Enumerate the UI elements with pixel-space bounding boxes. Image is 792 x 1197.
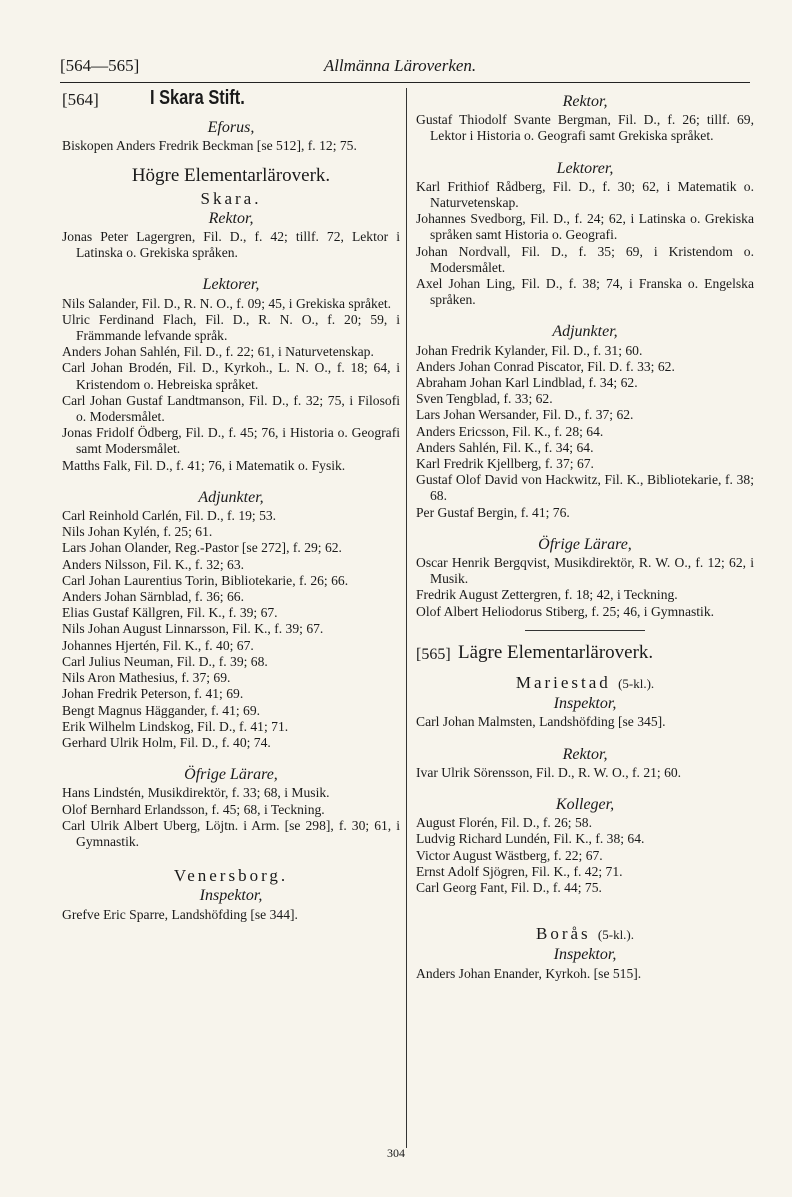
list-entry: Carl Julius Neuman, Fil. D., f. 39; 68. — [62, 653, 268, 669]
list-entry: Carl Johan Laurentius Torin, Bibliotekarie, f. 26; 66. — [62, 572, 349, 588]
school-heading: Högre Elementarläroverk. — [131, 165, 331, 187]
list-entry: Carl Johan Brodén, Fil. D., Kyrkoh., L. N. O., f. 18; 64, i Kristendom o. Hebreiska språket. — [62, 360, 400, 392]
section-rule — [525, 630, 645, 631]
list-entry: Olof Albert Heliodorus Stiberg, f. 25; 46, i Gymnastik. — [416, 603, 715, 619]
header-rule — [60, 82, 750, 83]
list-entry: Nils Aron Mathesius, f. 37; 69. — [62, 670, 231, 686]
list-entry: Sven Tengblad, f. 33; 62. — [416, 391, 553, 407]
boras-inspektor-list — [416, 966, 754, 982]
list-entry: Karl Fredrik Kjellberg, f. 37; 67. — [416, 456, 594, 472]
list-entry: Victor August Wästberg, f. 22; 67. — [416, 847, 603, 863]
list-entry: Elias Gustaf Källgren, Fil. K., f. 39; 67. — [62, 605, 278, 621]
lektorer-list — [416, 179, 754, 309]
rektor-list — [416, 112, 754, 144]
section2-heading — [416, 641, 754, 669]
eforus-list — [62, 138, 400, 154]
lektorer-heading: Lektorer, — [202, 276, 260, 294]
venersborg-inspektor-heading: Inspektor, — [199, 887, 263, 905]
section2-title: Lägre Elementarläroverk. — [458, 641, 654, 663]
list-entry: Anders Johan Conrad Piscator, Fil. D. f. 33; 62. — [416, 358, 675, 374]
adjunkter-heading: Adjunkter, — [552, 323, 618, 341]
list-entry: Carl Ulrik Albert Uberg, Löjtn. i Arm. [se 298], f. 30; 61, i Gymnastik. — [62, 817, 400, 849]
list-entry: Ludvig Richard Lundén, Fil. K., f. 38; 64. — [416, 831, 645, 847]
list-entry: Hans Lindstén, Musikdirektör, f. 33; 68, i Musik. — [62, 785, 330, 801]
rektor-list — [62, 229, 400, 261]
column-divider — [406, 88, 407, 1148]
lektorer-list — [62, 296, 400, 474]
list-entry: Axel Johan Ling, Fil. D., f. 38; 74, i Franska o. Engelska språken. — [416, 276, 754, 308]
section-title: I Skara Stift. — [150, 87, 245, 109]
list-entry: Carl Johan Gustaf Landtmanson, Fil. D., f. 32; 75, i Filosofi o. Modersmålet. — [62, 392, 400, 425]
list-entry: Fredrik August Zettergren, f. 18; 42, i Teckning. — [416, 587, 678, 603]
rektor-heading: Rektor, — [208, 209, 254, 227]
mariestad-rektor-heading: Rektor, — [562, 745, 608, 763]
list-entry: Oscar Henrik Bergqvist, Musikdirektör, R. W. O., f. 12; 62, i Musik. — [416, 555, 754, 587]
list-entry: Nils Johan Kylén, f. 25; 61. — [62, 524, 213, 540]
list-entry: Jonas Fridolf Ödberg, Fil. D., f. 45; 76, i Historia o. Geografi samt Modersmålet. — [62, 425, 400, 457]
list-entry: Anders Johan Enander, Kyrkoh. [se 515]. — [416, 965, 642, 981]
boras-heading — [416, 926, 754, 943]
boras-place: Borås — [535, 924, 591, 944]
left-column — [62, 87, 400, 923]
section2-number: [565] — [416, 645, 451, 663]
mariestad-inspektor-heading: Inspektor, — [553, 695, 617, 713]
section-heading — [62, 87, 400, 116]
page-number: 304 — [387, 1146, 405, 1160]
boras-classes: (5-kl.). — [597, 927, 635, 943]
right-column — [416, 90, 754, 982]
kolleger-list — [416, 815, 754, 896]
venersborg-inspektor-list — [62, 907, 400, 923]
list-entry: Johan Fredrik Peterson, f. 41; 69. — [62, 686, 244, 702]
boras-inspektor-heading: Inspektor, — [553, 946, 617, 964]
place-heading: Skara. — [200, 188, 262, 208]
ofrige-list — [62, 785, 400, 850]
list-entry: Johan Fredrik Kylander, Fil. D., f. 31; 60. — [416, 342, 643, 358]
ofrige-heading: Öfrige Lärare, — [184, 766, 278, 784]
list-entry: Carl Georg Fant, Fil. D., f. 44; 75. — [416, 879, 602, 895]
lektorer-heading: Lektorer, — [556, 159, 614, 177]
list-entry: Anders Johan Sahlén, Fil. D., f. 22; 61, i Naturvetenskap. — [62, 344, 374, 360]
kolleger-heading: Kolleger, — [555, 795, 615, 813]
list-entry: Carl Johan Malmsten, Landshöfding [se 345]. — [416, 714, 666, 730]
page-header — [60, 56, 740, 78]
list-entry: Bengt Magnus Häggander, f. 41; 69. — [62, 702, 261, 718]
mariestad-heading — [416, 672, 754, 692]
list-entry: Ulric Ferdinand Flach, Fil. D., R. N. O., f. 20; 59, i Främmande lefvande språk. — [62, 311, 400, 344]
list-entry: Matths Falk, Fil. D., f. 41; 76, i Matematik o. Fysik. — [62, 457, 346, 473]
list-entry: Lars Johan Wersander, Fil. D., f. 37; 62. — [416, 407, 634, 423]
ofrige-heading: Öfrige Lärare, — [538, 535, 632, 553]
venersborg-heading: Venersborg. — [173, 866, 289, 886]
list-entry: Anders Johan Särnblad, f. 36; 66. — [62, 589, 244, 605]
list-entry: Carl Reinhold Carlén, Fil. D., f. 19; 53. — [62, 508, 277, 524]
eforus-heading: Eforus, — [207, 119, 255, 136]
list-entry: Johannes Svedborg, Fil. D., f. 24; 62, i Latinska o. Grekiska språken samt Historia o. Geografi. — [416, 211, 754, 243]
mariestad-classes: (5-kl.). — [618, 675, 655, 691]
list-entry: Gerhard Ulrik Holm, Fil. D., f. 40; 74. — [62, 734, 271, 750]
header-page-range: [564—565] — [60, 56, 140, 75]
list-entry: Lars Johan Olander, Reg.-Pastor [se 272], f. 29; 62. — [62, 540, 342, 556]
rektor-heading: Rektor, — [562, 93, 608, 110]
list-entry: Anders Nilsson, Fil. K., f. 32; 63. — [62, 556, 245, 572]
list-entry: Olof Bernhard Erlandsson, f. 45; 68, i Teckning. — [62, 801, 325, 817]
list-entry: Karl Frithiof Rådberg, Fil. D., f. 30; 62, i Matematik o. Naturvetenskap. — [416, 178, 754, 211]
list-entry: Erik Wilhelm Lindskog, Fil. D., f. 41; 71. — [62, 718, 289, 734]
mariestad-rektor-list — [416, 765, 754, 781]
list-entry: Gustaf Olof David von Hackwitz, Fil. K., Bibliotekarie, f. 38; 68. — [416, 472, 754, 504]
section-number: [564] — [62, 90, 99, 109]
list-entry: Johannes Hjertén, Fil. K., f. 40; 67. — [62, 637, 254, 653]
list-entry: Biskopen Anders Fredrik Beckman [se 512], f. 12; 75. — [62, 138, 357, 154]
list-entry: August Florén, Fil. D., f. 26; 58. — [416, 815, 592, 831]
list-entry: Per Gustaf Bergin, f. 41; 76. — [416, 504, 570, 520]
list-entry: Jonas Peter Lagergren, Fil. D., f. 42; tillf. 72, Lektor i Latinska o. Grekiska språken. — [62, 229, 400, 261]
mariestad-place: Mariestad — [515, 672, 611, 692]
adjunkter-list — [416, 343, 754, 521]
ofrige-list — [416, 555, 754, 620]
list-entry: Anders Ericsson, Fil. K., f. 28; 64. — [416, 423, 604, 439]
list-entry: Nils Johan August Linnarsson, Fil. K., f. 39; 67. — [62, 621, 324, 637]
list-entry: Ivar Ulrik Sörensson, Fil. D., R. W. O., f. 21; 60. — [416, 764, 682, 780]
list-entry: Anders Sahlén, Fil. K., f. 34; 64. — [416, 439, 594, 455]
list-entry: Gustaf Thiodolf Svante Bergman, Fil. D., f. 26; tillf. 69, Lektor i Historia o. Geografi samt Grekiska språket. — [416, 112, 754, 144]
list-entry: Abraham Johan Karl Lindblad, f. 34; 62. — [416, 375, 638, 391]
list-entry: Grefve Eric Sparre, Landshöfding [se 344]. — [62, 906, 298, 922]
adjunkter-list — [62, 508, 400, 751]
list-entry: Ernst Adolf Sjögren, Fil. K., f. 42; 71. — [416, 863, 623, 879]
list-entry: Nils Salander, Fil. D., R. N. O., f. 09; 45, i Grekiska språket. — [62, 295, 392, 311]
header-title: Allmänna Läroverken. — [323, 56, 477, 75]
mariestad-inspektor-list — [416, 714, 754, 730]
adjunkter-heading: Adjunkter, — [198, 488, 264, 506]
list-entry: Johan Nordvall, Fil. D., f. 35; 69, i Kristendom o. Modersmålet. — [416, 243, 754, 275]
